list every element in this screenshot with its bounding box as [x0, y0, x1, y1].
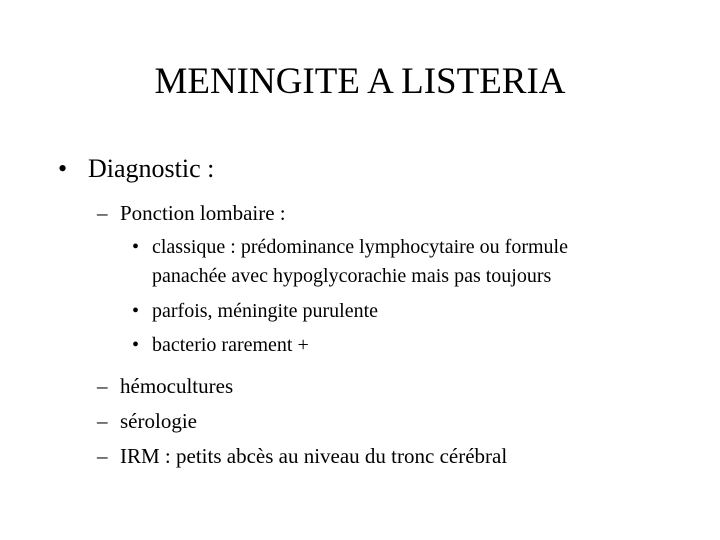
bullet-icon: •	[58, 154, 68, 183]
bullet-icon: •	[132, 300, 140, 322]
dash-icon: –	[97, 444, 108, 468]
slide-title: MENINGITE A LISTERIA	[154, 61, 566, 102]
bullet-icon: •	[132, 334, 140, 356]
item-irm: IRM : petits abcès au niveau du tronc cérébral	[120, 444, 508, 468]
item-parfois: parfois, méningite purulente	[152, 300, 379, 322]
item-serologie: sérologie	[120, 409, 197, 433]
bullet-icon: •	[132, 236, 140, 258]
item-ponction-lombaire: Ponction lombaire :	[120, 201, 286, 225]
dash-icon: –	[97, 374, 108, 398]
item-hemocultures: hémocultures	[120, 374, 234, 398]
item-classique-line2: panachée avec hypoglycorachie mais pas toujours	[152, 265, 552, 287]
dash-icon: –	[97, 409, 108, 433]
item-diagnostic: Diagnostic :	[88, 154, 215, 183]
item-bacterio: bacterio rarement +	[152, 334, 309, 356]
item-classique-line1: classique : prédominance lymphocytaire ou formule	[152, 236, 568, 258]
dash-icon: –	[97, 201, 108, 225]
